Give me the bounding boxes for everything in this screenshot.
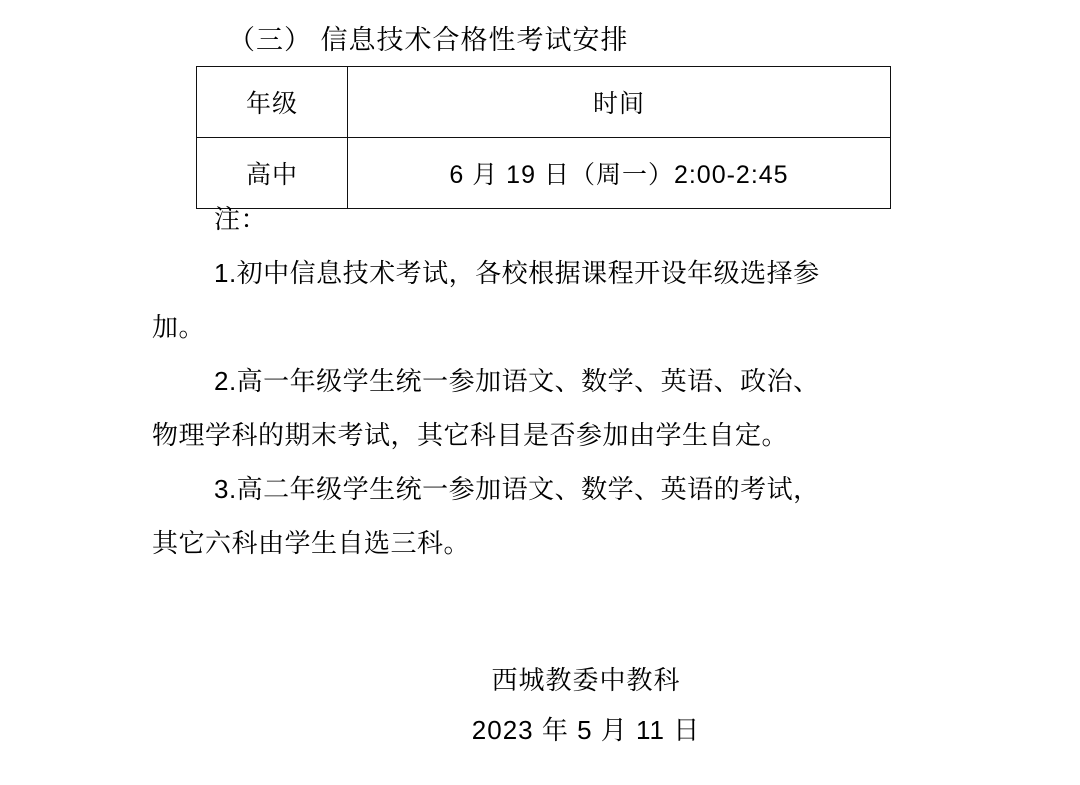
table-cell-grade: 高中: [197, 138, 348, 209]
note-line-2-cont: 物理学科的期末考试，其它科目是否参加由学生自定。: [152, 420, 789, 450]
note-line-2: 2.高一年级学生统一参加语文、数学、英语、政治、: [214, 366, 820, 396]
signature-date: 2023 年 5 月 11 日: [471, 715, 701, 745]
table-cell-time: 6 月 19 日（周一）2:00-2:45: [348, 138, 891, 209]
table-header-time: 时间: [348, 67, 891, 138]
note-line-3-cont: 其它六科由学生自选三科。: [152, 528, 471, 558]
notes-label: 注：: [214, 204, 268, 234]
table-header-grade: 年级: [197, 67, 348, 138]
section-heading: （三） 信息技术合格性考试安排: [228, 25, 629, 55]
note-line-3: 3.高二年级学生统一参加语文、数学、英语的考试，: [214, 474, 820, 504]
note-line-1-cont: 加。: [152, 312, 206, 342]
notes-block: [152, 192, 952, 570]
exam-schedule-table-wrapper: [196, 66, 884, 209]
signature-issuer: 西城教委中教科: [491, 665, 681, 695]
table-header-row: [197, 67, 891, 138]
exam-schedule-table: [196, 66, 891, 209]
note-line-1: 1.初中信息技术考试，各校根据课程开设年级选择参: [214, 258, 820, 288]
signature-block: [0, 655, 1080, 755]
